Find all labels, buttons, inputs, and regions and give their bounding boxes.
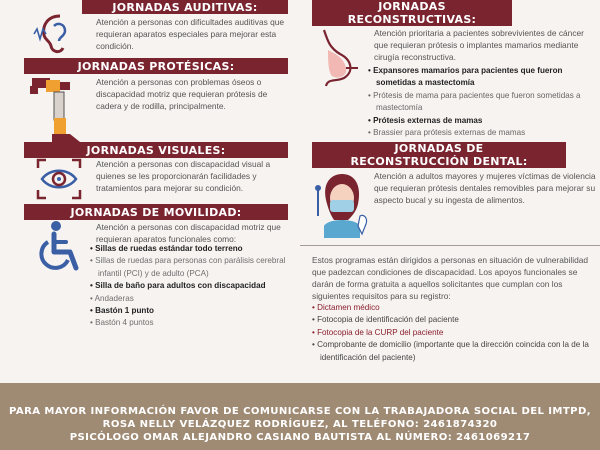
section-description: Atención a personas con discapacidad motriz que requieran aparatos funcionales como: bbox=[96, 222, 281, 244]
section-title-line2: RECONSTRUCCIÓN DENTAL: bbox=[350, 155, 528, 168]
contact-footer bbox=[0, 383, 600, 450]
ear-icon bbox=[32, 10, 80, 58]
footer-line-2: ROSA NELLY VELÁZQUEZ RODRÍGUEZ, AL TELÉFONO: 2461874320 bbox=[102, 419, 498, 430]
footer-line-1: PARA MAYOR INFORMACIÓN FAVOR DE COMUNICARSE CON LA TRABAJADORA SOCIAL DEL IMTPD, bbox=[9, 406, 591, 417]
section-description: Atención prioritaria a pacientes sobrevivientes de cáncer que requieran prótesis o implantes mamarios mediante cirugía reconstructiva. bbox=[374, 28, 584, 62]
section-description: Atención a personas con problemas óseos o discapacidad motriz que requieran prótesis de cadera y de rodilla, principalmente. bbox=[96, 77, 268, 111]
list-item: • Fotocopia de identificación del paciente bbox=[312, 314, 600, 326]
section-title: JORNADAS PROTÉSICAS: bbox=[24, 58, 288, 74]
requirements-list bbox=[312, 302, 600, 364]
section-title: JORNADAS AUDITIVAS: bbox=[82, 0, 288, 14]
list-item: • Andaderas bbox=[90, 293, 290, 305]
section-title-line1: JORNADAS bbox=[378, 0, 446, 13]
section-title bbox=[312, 142, 566, 168]
list-item: • Prótesis de mama para pacientes que fueron sometidas a mastectomía bbox=[368, 90, 598, 115]
list-item: • Bastón 4 puntos bbox=[90, 317, 290, 329]
section-title: JORNADAS VISUALES: bbox=[24, 142, 288, 158]
section-description: Atención a personas con dificultades auditivas que requieran aparatos especiales para mejorar esta condición. bbox=[96, 17, 285, 51]
prosthetic-leg-icon bbox=[30, 72, 94, 152]
list-item: • Expansores mamarios para pacientes que fueron sometidas a mastectomía bbox=[368, 65, 598, 90]
list-item: • Dictamen médico bbox=[312, 302, 600, 314]
list-item: • Brassier para prótesis externas de mamas bbox=[368, 127, 598, 139]
list-item: • Sillas de ruedas para personas con parálisis cerebral infantil (PCI) y de adulto (PCA) bbox=[90, 255, 290, 280]
section-description: Atención a adultos mayores y mujeres víctimas de violencia que requieran prótesis dentales removibles para mejorar su aspecto bucal y su ingesta de alimentos. bbox=[374, 171, 596, 205]
footer-line-3: PSICÓLOGO OMAR ALEJANDRO CASIANO BAUTISTA AL NÚMERO: 2461069217 bbox=[69, 432, 531, 443]
section-title-line2: RECONSTRUCTIVAS: bbox=[347, 13, 477, 26]
equipment-list bbox=[90, 243, 290, 330]
reconstruction-list bbox=[368, 65, 598, 139]
list-item: • Silla de baño para adultos con discapacidad bbox=[90, 280, 290, 292]
divider bbox=[300, 245, 600, 246]
list-item: • Sillas de ruedas estándar todo terreno bbox=[90, 243, 290, 255]
dentist-icon bbox=[312, 170, 370, 240]
list-item: • Prótesis externas de mamas bbox=[368, 115, 598, 127]
list-item: • Bastón 1 punto bbox=[90, 305, 290, 317]
section-title-line1: JORNADAS DE bbox=[394, 142, 484, 155]
eye-icon bbox=[36, 156, 82, 202]
section-title bbox=[312, 0, 512, 26]
requirements-intro: Estos programas están dirigidos a personas en situación de vulnerabilidad que padezcan condiciones de discapacidad. Los apoyos funcionales se darán de forma gratuita a aquellos solicitantes que cumplan con los siguientes requisitos para su registro: bbox=[312, 255, 589, 301]
list-item: • Comprobante de domicilio (importante que la dirección coincida con la de la identificación del paciente) bbox=[312, 339, 600, 364]
breast-silhouette-icon bbox=[318, 28, 368, 88]
list-item: • Fotocopia de la CURP del paciente bbox=[312, 327, 600, 339]
section-title: JORNADAS DE MOVILIDAD: bbox=[24, 204, 288, 220]
section-description: Atención a personas con discapacidad visual a quienes se les proporcionarán facilidades y tratamientos para mejorar su condición. bbox=[96, 159, 271, 193]
wheelchair-icon bbox=[34, 220, 88, 276]
